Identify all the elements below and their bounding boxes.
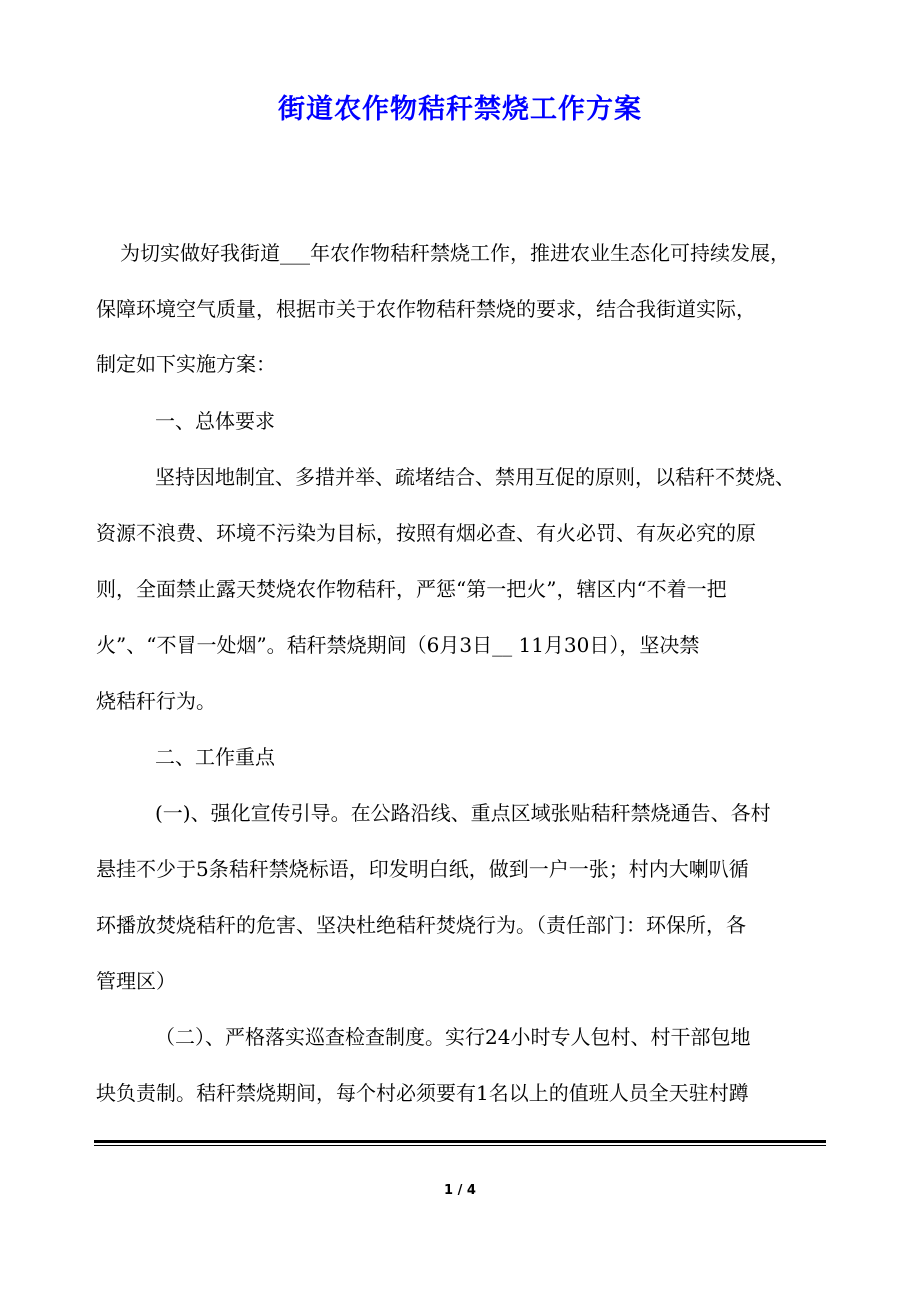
paragraph-line: 块负责制。秸秆禁烧期间，每个村必须要有1名以上的值班人员全天驻村蹲 <box>96 1081 749 1105</box>
footer-divider-thin <box>94 1145 826 1146</box>
paragraph-line: 保障环境空气质量，根据市关于农作物秸秆禁烧的要求，结合我街道实际， <box>96 297 756 321</box>
paragraph-line: 坚持因地制宜、多措并举、疏堵结合、禁用互促的原则，以秸秆不焚烧、 <box>155 465 795 489</box>
page-number: 1 / 4 <box>444 1183 476 1198</box>
footer-divider <box>94 1140 826 1143</box>
paragraph-line: 火”、“不冒一处烟”。秸秆禁烧期间（6月3日__ 11月30日），坚决禁 <box>96 633 700 657</box>
section-heading: 一、总体要求 <box>155 409 275 433</box>
paragraph-line: 则，全面禁止露天焚烧农作物秸秆，严惩“第一把火”，辖区内“不着一把 <box>96 577 727 601</box>
paragraph-line: （二）、严格落实巡查检查制度。实行24小时专人包村、村干部包地 <box>155 1025 751 1049</box>
paragraph-line: 管理区） <box>96 969 176 993</box>
paragraph-line: 环播放焚烧秸秆的危害、坚决杜绝秸秆焚烧行为。（责任部门：环保所，各 <box>96 913 746 937</box>
paragraph-line: (一)、强化宣传引导。在公路沿线、重点区域张贴秸秆禁烧通告、各村 <box>155 801 771 825</box>
paragraph-line: 资源不浪费、环境不污染为目标，按照有烟必查、有火必罚、有灰必究的原 <box>96 521 756 545</box>
document-title: 街道农作物秸秆禁烧工作方案 <box>278 94 642 125</box>
paragraph-line: 悬挂不少于5条秸秆禁烧标语，印发明白纸，做到一户一张；村内大喇叭循 <box>96 857 749 881</box>
section-heading: 二、工作重点 <box>155 745 275 769</box>
paragraph-line: 制定如下实施方案： <box>96 352 276 376</box>
paragraph-line: 烧秸秆行为。 <box>96 689 216 713</box>
paragraph-line: 为切实做好我街道___年农作物秸秆禁烧工作，推进农业生态化可持续发展， <box>120 241 790 265</box>
